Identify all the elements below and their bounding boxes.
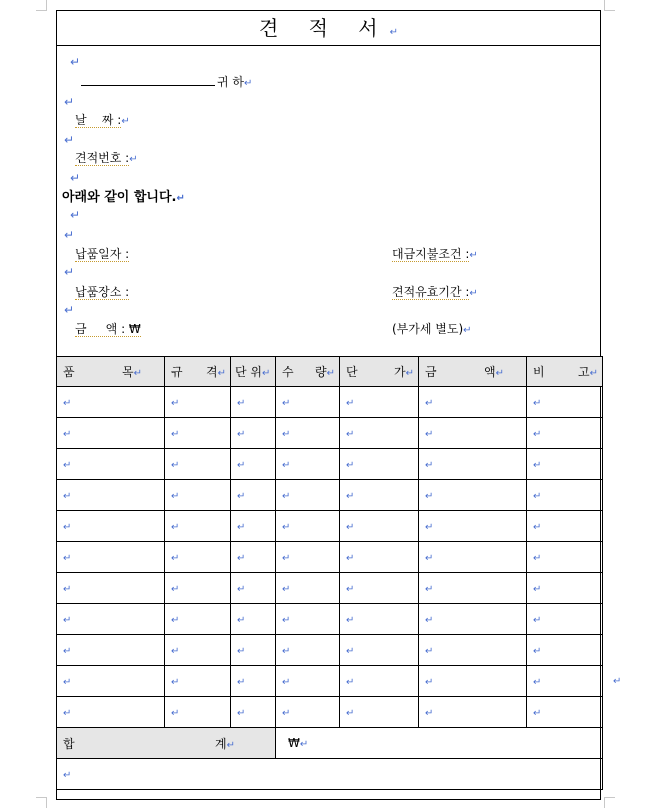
cell-qty[interactable] — [276, 542, 340, 573]
cell-unit-price[interactable] — [340, 480, 419, 511]
paragraph-mark: ↵ — [171, 646, 180, 657]
intro-text — [62, 186, 185, 205]
table-row — [57, 480, 603, 511]
paragraph-mark: ↵ — [171, 398, 180, 409]
paragraph-mark: ↵ — [237, 615, 246, 626]
paragraph-mark: ↵ — [282, 460, 291, 471]
cell-item[interactable] — [57, 604, 165, 635]
cell-unit[interactable] — [231, 666, 276, 697]
paragraph-mark: ↵ — [282, 429, 291, 440]
table-row — [57, 635, 603, 666]
table-header-row — [57, 357, 603, 387]
paragraph-mark: ↵ — [64, 228, 75, 242]
cell-amount[interactable] — [419, 635, 527, 666]
paragraph-mark: ↵ — [326, 368, 335, 379]
paragraph-mark: ↵ — [533, 584, 542, 595]
delivery-place-label: 납품장소 : — [75, 285, 130, 299]
table-row — [57, 418, 603, 449]
paragraph-mark: ↵ — [425, 584, 434, 595]
delivery-date-field[interactable] — [75, 245, 129, 262]
paragraph-mark: ↵ — [237, 522, 246, 533]
document-title: 견 적 서 — [258, 16, 390, 40]
intro-label: 아래와 같이 합니다. — [62, 190, 177, 205]
delivery-place-field[interactable] — [75, 283, 129, 300]
table-row — [57, 449, 603, 480]
page-corner-mark — [604, 0, 615, 11]
paragraph-mark: ↵ — [405, 368, 414, 379]
cell-note[interactable] — [527, 697, 603, 728]
paragraph-mark: ↵ — [63, 398, 72, 409]
recipient-line[interactable] — [81, 73, 252, 90]
header-qty[interactable] — [276, 357, 340, 387]
paragraph-mark: ↵ — [171, 615, 180, 626]
paragraph-mark: ↵ — [171, 553, 180, 564]
cell-amount[interactable] — [419, 449, 527, 480]
cell-qty[interactable] — [276, 635, 340, 666]
paragraph-mark: ↵ — [226, 739, 235, 751]
cell-unit-price[interactable] — [340, 666, 419, 697]
paragraph-mark: ↵ — [425, 491, 434, 502]
paragraph-mark: ↵ — [282, 646, 291, 657]
header-qty-text: 량 — [315, 365, 327, 379]
paragraph-mark: ↵ — [63, 491, 72, 502]
paragraph-mark: ↵ — [463, 325, 472, 336]
cell-qty[interactable] — [276, 511, 340, 542]
cell-spec[interactable] — [165, 697, 231, 728]
table-row — [57, 387, 603, 418]
page-corner-mark — [604, 797, 615, 808]
paragraph-mark: ↵ — [282, 584, 291, 595]
paragraph-mark: ↵ — [425, 708, 434, 719]
header-amount[interactable] — [419, 357, 527, 387]
paragraph-mark: ↵ — [63, 646, 72, 657]
cell-unit-price[interactable] — [340, 449, 419, 480]
paragraph-mark: ↵ — [533, 677, 542, 688]
total-row — [57, 728, 603, 759]
paragraph-mark: ↵ — [237, 398, 246, 409]
cell-unit[interactable] — [231, 449, 276, 480]
paragraph-mark: ↵ — [533, 646, 542, 657]
paragraph-mark: ↵ — [282, 522, 291, 533]
date-label: 날 짜 : — [75, 113, 122, 127]
paragraph-mark: ↵ — [244, 78, 253, 89]
cell-note[interactable] — [527, 604, 603, 635]
paragraph-mark: ↵ — [70, 208, 81, 222]
paragraph-mark: ↵ — [425, 553, 434, 564]
cell-amount[interactable] — [419, 604, 527, 635]
paragraph-mark: ↵ — [346, 677, 355, 688]
document-title-row[interactable] — [57, 11, 600, 46]
header-unit[interactable] — [231, 357, 276, 387]
cell-qty[interactable] — [276, 387, 340, 418]
paragraph-mark: ↵ — [237, 708, 246, 719]
paragraph-mark: ↵ — [346, 522, 355, 533]
cell-amount[interactable] — [419, 573, 527, 604]
cell-amount[interactable] — [419, 697, 527, 728]
date-field[interactable] — [75, 111, 130, 128]
amount-field[interactable] — [75, 320, 141, 337]
paragraph-mark: ↵ — [217, 368, 226, 379]
cell-spec[interactable] — [165, 449, 231, 480]
paragraph-mark: ↵ — [346, 708, 355, 719]
paragraph-mark: ↵ — [425, 646, 434, 657]
paragraph-mark: ↵ — [589, 368, 598, 379]
paragraph-mark: ↵ — [63, 429, 72, 440]
header-price-text: 단 — [346, 365, 358, 379]
cell-unit-price[interactable] — [340, 387, 419, 418]
cell-note[interactable] — [527, 480, 603, 511]
paragraph-mark: ↵ — [63, 460, 72, 471]
cell-item[interactable] — [57, 635, 165, 666]
paragraph-mark: ↵ — [63, 553, 72, 564]
cell-note[interactable] — [527, 573, 603, 604]
paragraph-mark: ↵ — [389, 27, 399, 38]
vat-note-label: (부가세 별도) — [392, 322, 464, 336]
cell-unit[interactable] — [231, 418, 276, 449]
paragraph-mark: ↵ — [129, 154, 138, 165]
cell-spec[interactable] — [165, 573, 231, 604]
paragraph-mark: ↵ — [299, 739, 309, 750]
item-rows — [57, 387, 603, 728]
paragraph-mark: ↵ — [346, 553, 355, 564]
paragraph-mark: ↵ — [495, 368, 504, 379]
paragraph-mark: ↵ — [63, 677, 72, 688]
cell-unit[interactable] — [231, 511, 276, 542]
paragraph-mark: ↵ — [282, 708, 291, 719]
table-row — [57, 511, 603, 542]
paragraph-mark: ↵ — [121, 116, 130, 127]
table-row — [57, 604, 603, 635]
cell-unit[interactable] — [231, 387, 276, 418]
cell-unit[interactable] — [231, 604, 276, 635]
cell-note[interactable] — [527, 635, 603, 666]
cell-item[interactable] — [57, 666, 165, 697]
cell-note[interactable] — [527, 387, 603, 418]
cell-spec[interactable] — [165, 635, 231, 666]
paragraph-mark: ↵ — [237, 677, 246, 688]
vat-note — [392, 320, 472, 337]
cell-item[interactable] — [57, 418, 165, 449]
cell-item[interactable] — [57, 511, 165, 542]
footer-row — [57, 759, 603, 790]
cell-item[interactable] — [57, 387, 165, 418]
cell-qty[interactable] — [276, 418, 340, 449]
paragraph-mark: ↵ — [533, 708, 542, 719]
total-value-cell[interactable] — [276, 728, 603, 759]
paragraph-mark: ↵ — [533, 615, 542, 626]
header-note-text: 비 — [533, 365, 545, 379]
paragraph-mark: ↵ — [346, 398, 355, 409]
header-qty-text: 수 — [282, 365, 294, 379]
paragraph-mark: ↵ — [533, 491, 542, 502]
paragraph-mark: ↵ — [425, 429, 434, 440]
cell-unit-price[interactable] — [340, 418, 419, 449]
paragraph-mark: ↵ — [533, 398, 542, 409]
paragraph-mark: ↵ — [237, 553, 246, 564]
paragraph-mark: ↵ — [171, 708, 180, 719]
header-spec[interactable] — [165, 357, 231, 387]
cell-amount[interactable] — [419, 418, 527, 449]
paragraph-mark: ↵ — [64, 303, 75, 317]
paragraph-mark: ↵ — [533, 460, 542, 471]
cell-amount[interactable] — [419, 666, 527, 697]
paragraph-mark: ↵ — [237, 646, 246, 657]
cell-qty[interactable] — [276, 604, 340, 635]
cell-qty[interactable] — [276, 697, 340, 728]
cell-unit-price[interactable] — [340, 635, 419, 666]
cell-item[interactable] — [57, 542, 165, 573]
cell-note[interactable] — [527, 666, 603, 697]
paragraph-mark: ↵ — [469, 250, 478, 261]
paragraph-mark: ↵ — [346, 429, 355, 440]
table-row — [57, 573, 603, 604]
cell-unit[interactable] — [231, 542, 276, 573]
paragraph-mark: ↵ — [282, 553, 291, 564]
paragraph-mark: ↵ — [262, 368, 271, 379]
header-note[interactable] — [527, 357, 603, 387]
paragraph-mark: ↵ — [425, 522, 434, 533]
cell-note[interactable] — [527, 542, 603, 573]
paragraph-mark: ↵ — [282, 615, 291, 626]
cell-spec[interactable] — [165, 511, 231, 542]
paragraph-mark: ↵ — [63, 615, 72, 626]
recipient-suffix: 귀 하 — [217, 75, 244, 89]
cell-item[interactable] — [57, 480, 165, 511]
cell-item[interactable] — [57, 449, 165, 480]
paragraph-mark: ↵ — [237, 491, 246, 502]
cell-spec[interactable] — [165, 387, 231, 418]
cell-unit-price[interactable] — [340, 542, 419, 573]
cell-item[interactable] — [57, 573, 165, 604]
paragraph-mark: ↵ — [533, 429, 542, 440]
paragraph-mark: ↵ — [282, 398, 291, 409]
cell-item[interactable] — [57, 697, 165, 728]
header-item[interactable] — [57, 357, 165, 387]
total-label-text: 계 — [215, 736, 227, 751]
cell-qty[interactable] — [276, 480, 340, 511]
paragraph-mark: ↵ — [282, 491, 291, 502]
paragraph-mark: ↵ — [63, 522, 72, 533]
cell-unit[interactable] — [231, 697, 276, 728]
page-corner-mark — [36, 0, 47, 11]
page-corner-mark — [36, 797, 47, 808]
table-row — [57, 542, 603, 573]
cell-note[interactable] — [527, 449, 603, 480]
total-label-cell[interactable] — [57, 728, 276, 759]
cell-unit[interactable] — [231, 635, 276, 666]
paragraph-mark: ↵ — [133, 368, 142, 379]
header-spec-text: 규 — [171, 365, 183, 379]
paragraph-mark: ↵ — [346, 460, 355, 471]
cell-amount[interactable] — [419, 542, 527, 573]
cell-qty[interactable] — [276, 449, 340, 480]
quotation-document[interactable] — [56, 10, 601, 800]
amount-label: 금 액 : ₩ — [75, 322, 141, 336]
cell-qty[interactable] — [276, 573, 340, 604]
header-item-text: 품 — [63, 365, 75, 379]
items-table — [56, 356, 603, 790]
paragraph-mark: ↵ — [469, 288, 478, 299]
paragraph-mark: ↵ — [64, 95, 75, 109]
header-spec-text: 격 — [206, 365, 218, 379]
header-item-text: 목 — [122, 365, 134, 379]
paragraph-mark: ↵ — [425, 677, 434, 688]
quote-number-label: 견적번호 : — [75, 151, 130, 165]
delivery-date-label: 납품일자 : — [75, 247, 130, 261]
cell-unit[interactable] — [231, 480, 276, 511]
cell-amount[interactable] — [419, 480, 527, 511]
cell-note[interactable] — [527, 418, 603, 449]
total-currency: ₩ — [288, 736, 300, 750]
paragraph-mark: ↵ — [237, 429, 246, 440]
paragraph-mark: ↵ — [171, 491, 180, 502]
cell-spec[interactable] — [165, 604, 231, 635]
paragraph-mark: ↵ — [64, 265, 75, 279]
cell-unit-price[interactable] — [340, 573, 419, 604]
paragraph-mark: ↵ — [346, 491, 355, 502]
cell-amount[interactable] — [419, 511, 527, 542]
recipient-blank[interactable] — [81, 75, 215, 86]
paragraph-mark: ↵ — [346, 615, 355, 626]
header-note-text: 고 — [578, 365, 590, 379]
paragraph-mark: ↵ — [171, 584, 180, 595]
cell-spec[interactable] — [165, 418, 231, 449]
paragraph-mark: ↵ — [346, 584, 355, 595]
paragraph-mark: ↵ — [63, 770, 72, 781]
paragraph-mark: ↵ — [171, 522, 180, 533]
validity-label: 견적유효기간 : — [392, 285, 470, 299]
table-row — [57, 697, 603, 728]
table-row — [57, 666, 603, 697]
paragraph-mark: ↵ — [176, 193, 185, 204]
header-amount-text: 금 — [425, 365, 437, 379]
payment-terms-label: 대금지불조건 : — [392, 247, 470, 261]
cell-amount[interactable] — [419, 387, 527, 418]
header-unit-text: 단 위 — [235, 365, 262, 379]
cell-qty[interactable] — [276, 666, 340, 697]
paragraph-mark: ↵ — [533, 522, 542, 533]
paragraph-mark: ↵ — [237, 460, 246, 471]
paragraph-mark: ↵ — [533, 553, 542, 564]
paragraph-mark: ↵ — [237, 584, 246, 595]
cell-spec[interactable] — [165, 480, 231, 511]
header-amount-text: 액 — [484, 365, 496, 379]
quote-number-field[interactable] — [75, 149, 138, 166]
paragraph-mark: ↵ — [63, 708, 72, 719]
paragraph-mark: ↵ — [613, 676, 622, 687]
header-price-text: 가 — [394, 365, 406, 379]
cell-unit-price[interactable] — [340, 604, 419, 635]
cell-note[interactable] — [527, 511, 603, 542]
paragraph-mark: ↵ — [63, 584, 72, 595]
payment-terms-field[interactable] — [392, 245, 478, 262]
footer-notes-cell[interactable] — [57, 759, 603, 790]
paragraph-mark: ↵ — [171, 429, 180, 440]
paragraph-mark: ↵ — [425, 398, 434, 409]
total-label-text: 합 — [63, 736, 75, 751]
cell-spec[interactable] — [165, 542, 231, 573]
paragraph-mark: ↵ — [282, 677, 291, 688]
paragraph-mark: ↵ — [346, 646, 355, 657]
validity-field[interactable] — [392, 283, 478, 300]
paragraph-mark: ↵ — [425, 615, 434, 626]
cell-spec[interactable] — [165, 666, 231, 697]
paragraph-mark: ↵ — [171, 677, 180, 688]
cell-unit-price[interactable] — [340, 511, 419, 542]
paragraph-mark: ↵ — [425, 460, 434, 471]
cell-unit[interactable] — [231, 573, 276, 604]
paragraph-mark: ↵ — [64, 133, 75, 147]
cell-unit-price[interactable] — [340, 697, 419, 728]
paragraph-mark: ↵ — [171, 460, 180, 471]
paragraph-mark: ↵ — [70, 171, 81, 185]
paragraph-mark: ↵ — [70, 55, 81, 69]
header-unit-price[interactable] — [340, 357, 419, 387]
